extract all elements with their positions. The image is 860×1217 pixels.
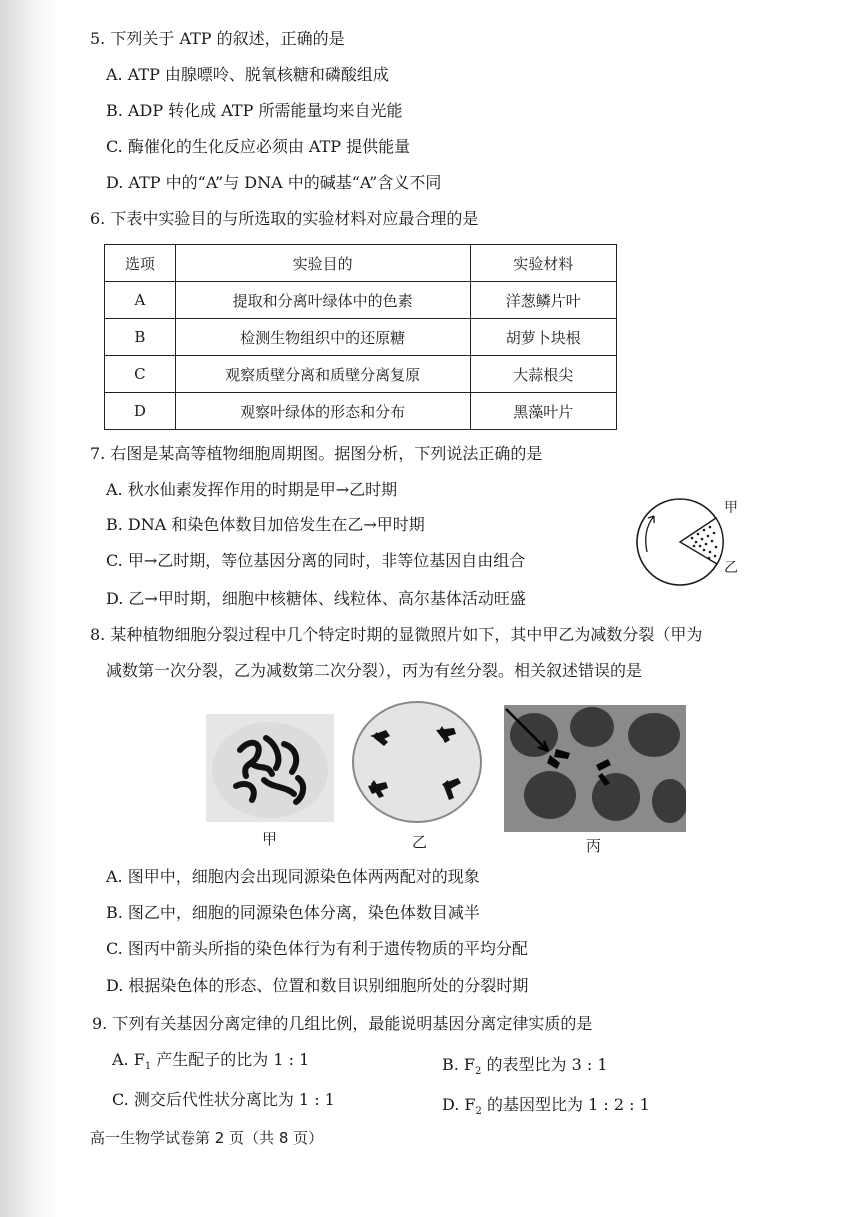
option-text: 的表型比为 3 : 1 xyxy=(481,1055,608,1074)
table-cell: 大蒜根尖 xyxy=(470,356,616,393)
option-text: B. F xyxy=(442,1055,476,1074)
subscript: 2 xyxy=(475,1106,482,1118)
q8-option-c: C. 图丙中箭头所指的染色体行为有利于遗传物质的平均分配 xyxy=(106,939,528,958)
table-header-purpose: 实验目的 xyxy=(175,245,470,282)
q5-option-b: B. ADP 转化成 ATP 所需能量均来自光能 xyxy=(106,101,403,120)
table-cell: 洋葱鳞片叶 xyxy=(470,282,616,319)
q6-table xyxy=(104,244,617,430)
option-text: 的基因型比为 1 : 2 : 1 xyxy=(481,1095,650,1114)
label-jia: 甲 xyxy=(724,500,738,516)
caption-jia: 甲 xyxy=(262,830,278,848)
q8-stem-line1: 8. 某种植物细胞分裂过程中几个特定时期的显微照片如下，其中甲乙为减数分裂（甲为 xyxy=(90,625,703,644)
q9-option-a xyxy=(112,1049,309,1078)
table-cell: C xyxy=(105,356,176,393)
subscript: 2 xyxy=(475,1066,482,1078)
page-footer: 高一生物学试卷第 2 页（共 8 页） xyxy=(90,1129,324,1147)
q9-stem: 9. 下列有关基因分离定律的几组比例，最能说明基因分离定律实质的是 xyxy=(92,1014,593,1033)
subscript: 1 xyxy=(144,1061,152,1073)
micrograph-jia xyxy=(206,714,334,822)
micrograph-yi xyxy=(350,700,485,825)
q5-option-d: D. ATP 中的“A”与 DNA 中的碱基“A”含义不同 xyxy=(106,173,442,192)
table-cell: D xyxy=(105,393,176,430)
q5-option-a: A. ATP 由腺嘌呤、脱氧核糖和磷酸组成 xyxy=(106,65,389,84)
q5-stem: 5. 下列关于 ATP 的叙述，正确的是 xyxy=(90,29,345,48)
q7-option-d: D. 乙→甲时期，细胞中核糖体、线粒体、高尔基体活动旺盛 xyxy=(106,589,526,608)
table-cell: B xyxy=(105,319,176,356)
label-yi: 乙 xyxy=(724,560,738,576)
table-row xyxy=(105,282,617,319)
q5-option-c: C. 酶催化的生化反应必须由 ATP 提供能量 xyxy=(106,137,411,156)
table-cell: 检测生物组织中的还原糖 xyxy=(175,319,470,356)
cycle-sector xyxy=(680,518,723,564)
micrograph-bing xyxy=(504,705,686,832)
q6-stem: 6. 下表中实验目的与所选取的实验材料对应最合理的是 xyxy=(90,209,479,228)
table-header-row xyxy=(105,245,617,282)
q9-option-b xyxy=(442,1054,608,1083)
table-cell: 观察质壁分离和质壁分离复原 xyxy=(175,356,470,393)
option-text: A. F xyxy=(112,1050,145,1069)
table-row xyxy=(105,319,617,356)
table-cell: 提取和分离叶绿体中的色素 xyxy=(175,282,470,319)
q9-option-c: C. 测交后代性状分离比为 1 : 1 xyxy=(112,1090,335,1109)
q7-stem: 7. 右图是某高等植物细胞周期图。据图分析，下列说法正确的是 xyxy=(90,444,543,463)
q7-option-c: C. 甲→乙时期，等位基因分离的同时，非等位基因自由组合 xyxy=(106,551,526,570)
option-text: D. F xyxy=(442,1095,476,1114)
table-cell: 观察叶绿体的形态和分布 xyxy=(175,393,470,430)
caption-bing: 丙 xyxy=(586,837,602,855)
q8-option-b: B. 图乙中，细胞的同源染色体分离，染色体数目减半 xyxy=(106,903,480,922)
q7-option-a: A. 秋水仙素发挥作用的时期是甲→乙时期 xyxy=(106,480,398,499)
table-cell: 黑藻叶片 xyxy=(470,393,616,430)
table-row xyxy=(105,393,617,430)
table-cell: A xyxy=(105,282,176,319)
option-text: 产生配子的比为 1 : 1 xyxy=(151,1050,310,1069)
scan-shadow-edge xyxy=(0,0,58,1217)
table-cell: 胡萝卜块根 xyxy=(470,319,616,356)
q9-option-d xyxy=(442,1094,650,1123)
table-header-material: 实验材料 xyxy=(470,245,616,282)
direction-arrow xyxy=(646,516,654,552)
caption-yi: 乙 xyxy=(412,833,428,851)
table-row xyxy=(105,356,617,393)
q8-option-a: A. 图甲中，细胞内会出现同源染色体两两配对的现象 xyxy=(106,867,480,886)
q7-option-b: B. DNA 和染色体数目加倍发生在乙→甲时期 xyxy=(106,515,425,534)
cell-cycle-diagram xyxy=(630,494,745,589)
q8-option-d: D. 根据染色体的形态、位置和数目识别细胞所处的分裂时期 xyxy=(106,976,529,995)
q8-stem-line2: 减数第一次分裂，乙为减数第二次分裂），丙为有丝分裂。相关叙述错误的是 xyxy=(106,661,643,680)
table-header-option: 选项 xyxy=(105,245,176,282)
